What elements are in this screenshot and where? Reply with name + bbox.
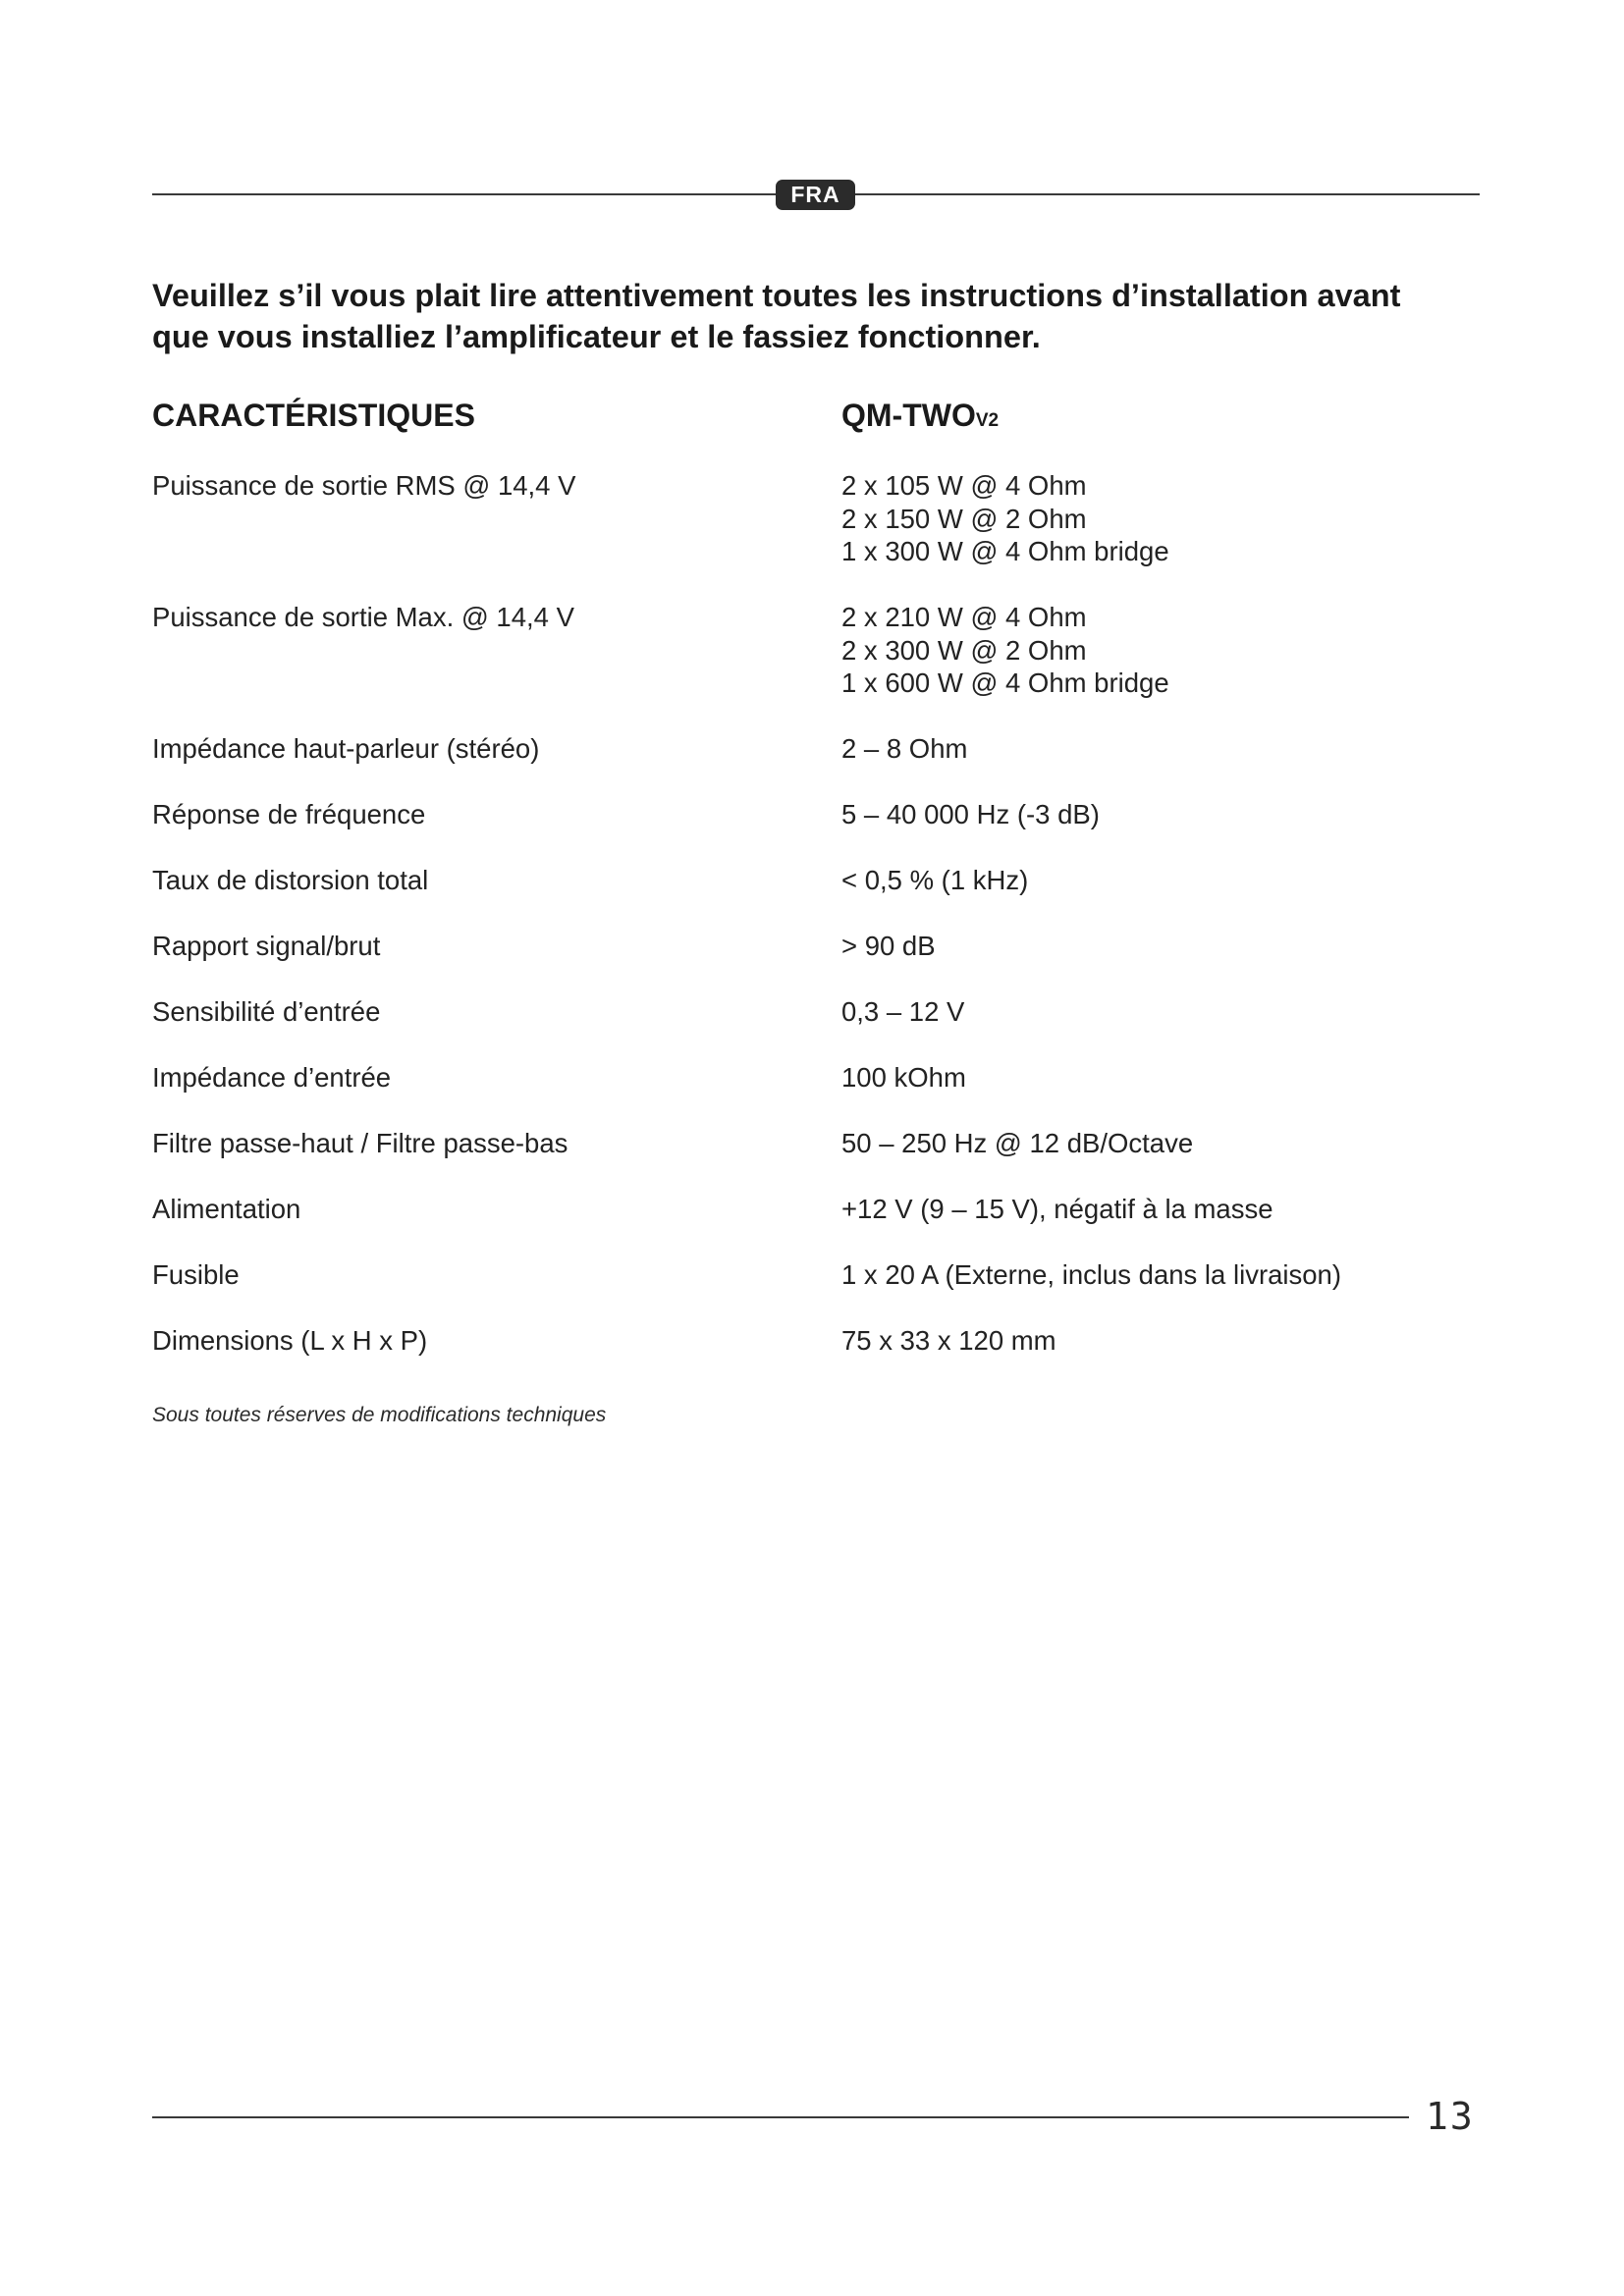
spec-value-line: 5 – 40 000 Hz (-3 dB) (841, 799, 1100, 829)
page-number: 13 (1426, 2095, 1475, 2138)
spec-row (152, 1193, 1488, 1226)
spec-row (152, 732, 1488, 766)
spec-row (152, 798, 1488, 831)
spec-row (152, 930, 1488, 963)
spec-value-line: 100 kOhm (841, 1062, 966, 1093)
spec-value (841, 1061, 966, 1095)
spec-value-line: 1 x 300 W @ 4 Ohm bridge (841, 536, 1169, 566)
spec-value (841, 1127, 1193, 1160)
spec-value-line: < 0,5 % (1 kHz) (841, 865, 1029, 895)
spec-value-line: 75 x 33 x 120 mm (841, 1325, 1056, 1356)
spec-label: Puissance de sortie RMS @ 14,4 V (152, 470, 576, 501)
spec-row (152, 1324, 1488, 1358)
spec-value (841, 1324, 1056, 1358)
spec-row (152, 995, 1488, 1029)
spec-value-line: 1 x 20 A (Externe, inclus dans la livraison) (841, 1259, 1342, 1290)
spec-value-line: > 90 dB (841, 931, 936, 961)
spec-value-line: +12 V (9 – 15 V), négatif à la masse (841, 1194, 1273, 1224)
spec-value (841, 601, 1169, 700)
spec-value (841, 1193, 1273, 1226)
spec-value-line: 2 – 8 Ohm (841, 733, 968, 764)
spec-row (152, 864, 1488, 897)
spec-table (152, 469, 1488, 1390)
section-title: CARACTÉRISTIQUES (152, 398, 475, 433)
spec-value (841, 1258, 1341, 1292)
spec-label: Fusible (152, 1259, 240, 1290)
spec-value-line: 1 x 600 W @ 4 Ohm bridge (841, 667, 1169, 698)
spec-value (841, 864, 1028, 897)
spec-label: Réponse de fréquence (152, 799, 426, 829)
spec-label: Impédance haut-parleur (stéréo) (152, 733, 540, 764)
model-name: QM-TWO (841, 398, 976, 433)
spec-value-line: 0,3 – 12 V (841, 996, 965, 1027)
spec-label: Filtre passe-haut / Filtre passe-bas (152, 1128, 568, 1158)
spec-value-line: 50 – 250 Hz @ 12 dB/Octave (841, 1128, 1194, 1158)
language-badge: FRA (776, 180, 855, 210)
footer-rule (152, 2116, 1409, 2118)
spec-row (152, 1127, 1488, 1160)
spec-value (841, 469, 1169, 568)
intro-line-1: Veuillez s’il vous plait lire attentivement toutes les instructions d’installation avant (152, 278, 1401, 313)
spec-label: Rapport signal/brut (152, 931, 381, 961)
spec-row (152, 469, 1488, 568)
spec-value (841, 930, 936, 963)
spec-value-line: 2 x 105 W @ 4 Ohm (841, 470, 1087, 501)
spec-label: Sensibilité d’entrée (152, 996, 381, 1027)
spec-label: Taux de distorsion total (152, 865, 429, 895)
header-rule-right (855, 193, 1480, 195)
spec-value-line: 2 x 210 W @ 4 Ohm (841, 602, 1087, 632)
spec-row (152, 1061, 1488, 1095)
footnote: Sous toutes réserves de modifications techniques (152, 1404, 607, 1426)
spec-value-line: 2 x 300 W @ 2 Ohm (841, 634, 1087, 666)
model-title (841, 398, 999, 434)
spec-value (841, 798, 1100, 831)
spec-label: Alimentation (152, 1194, 301, 1224)
spec-row (152, 1258, 1488, 1292)
spec-label: Puissance de sortie Max. @ 14,4 V (152, 602, 574, 632)
header-rule-left (152, 193, 776, 195)
spec-label: Impédance d’entrée (152, 1062, 392, 1093)
spec-row (152, 601, 1488, 700)
spec-value (841, 995, 964, 1029)
model-suffix: V2 (975, 410, 1000, 431)
spec-label: Dimensions (L x H x P) (152, 1325, 428, 1356)
spec-value-line: 2 x 150 W @ 2 Ohm (841, 503, 1087, 534)
intro-line-2: que vous installiez l’amplificateur et le fassiez fonctionner. (152, 319, 1041, 354)
intro-paragraph (152, 275, 1488, 357)
spec-value (841, 732, 967, 766)
